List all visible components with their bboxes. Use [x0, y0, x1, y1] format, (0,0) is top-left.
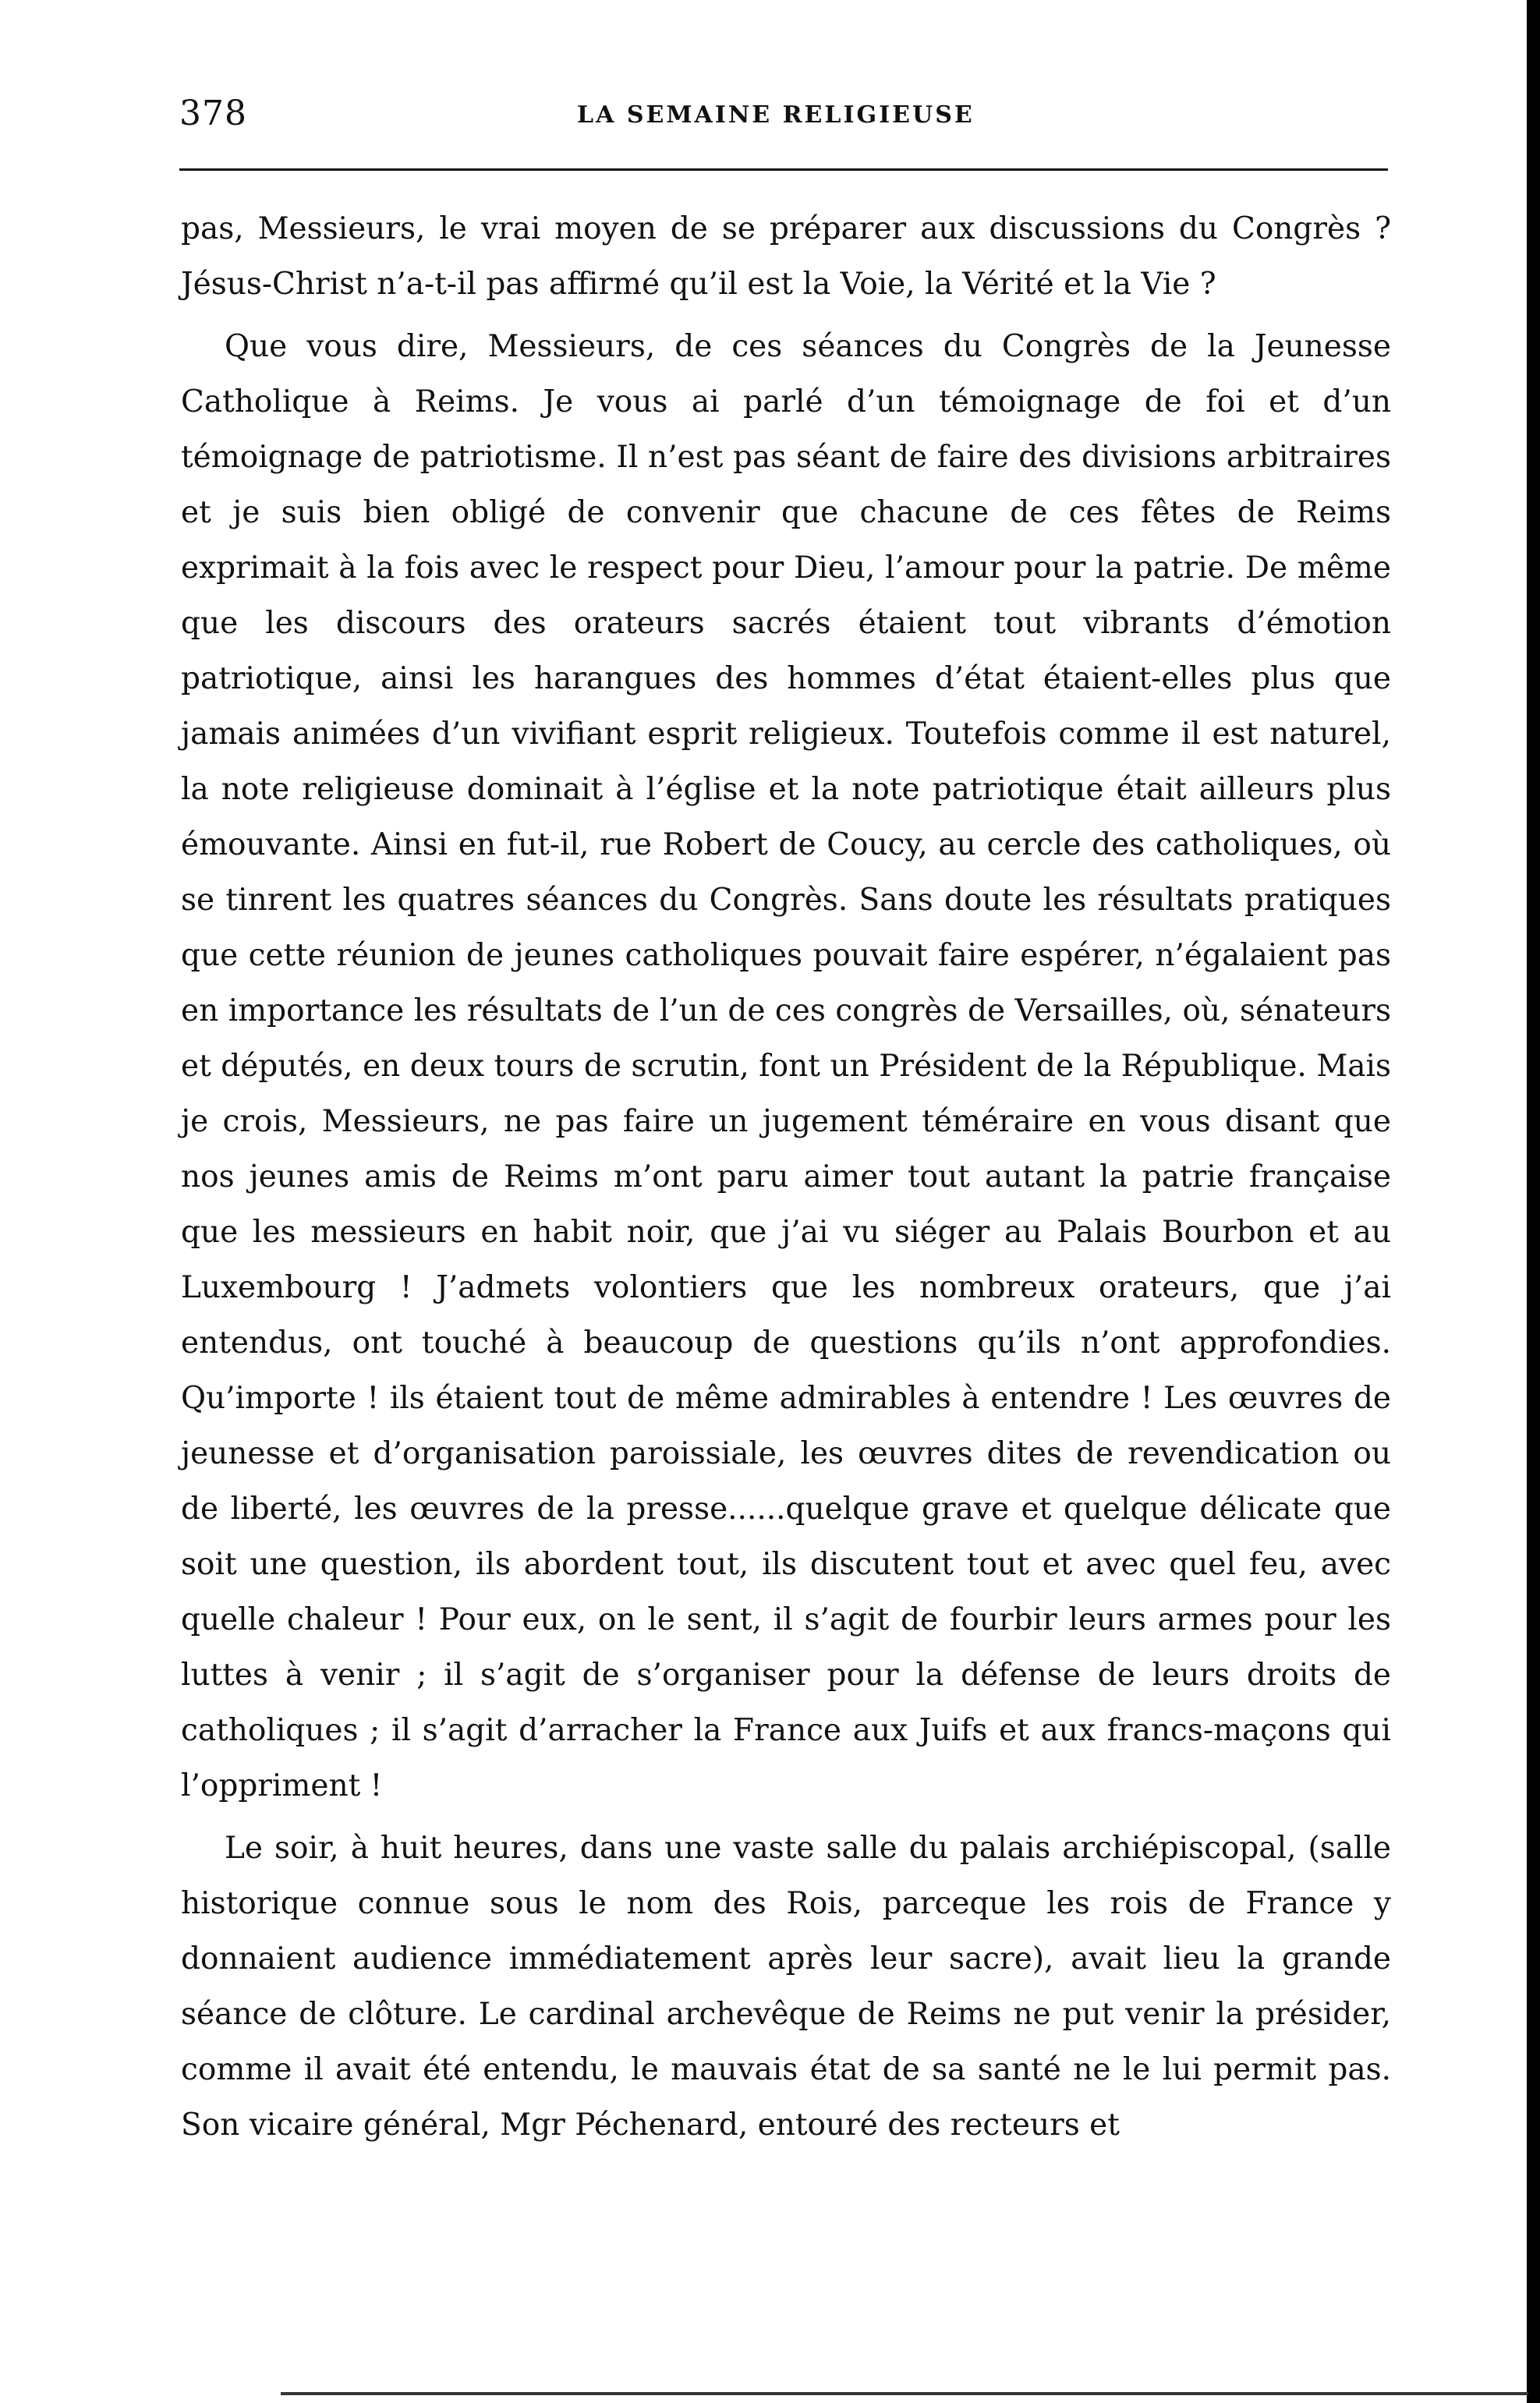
paragraph-closing-session: Le soir, à huit heures, dans une vaste salle du palais archiépiscopal, (salle historique connue sous le nom des Rois, parceque les rois de France y donnaient audience immédiatement après leur sacre), avait lieu la grande séance de clôture. Le cardinal archevêque de Reims ne put venir la présider, comme il avait été entendu, le mauvais état de sa santé ne le lui permit pas. Son vicaire général, Mgr Péchenard, entouré des recteurs et [181, 1831, 1391, 2143]
scan-edge-bar [1527, 0, 1540, 2403]
page-header [179, 94, 1388, 140]
running-title: LA SEMAINE RELIGIEUSE [577, 101, 975, 129]
paragraph-continuation: pas, Messieurs, le vrai moyen de se préparer aux discussions du Congrès ? Jésus-Christ n’a-t-il pas affirmé qu’il est la Voie, la Vérité et la Vie ? [181, 211, 1391, 302]
scan-bottom-edge [281, 2392, 1528, 2395]
header-rule [179, 168, 1388, 171]
paragraph-congress-sessions: Que vous dire, Messieurs, de ces séances du Congrès de la Jeunesse Catholique à Reims. Je vous ai parlé d’un témoignage de foi et d’un témoignage de patriotisme. Il n’est pas séant de faire des divisions arbitraires et je suis bien obligé de convenir que chacune de ces fêtes de Reims exprimait à la fois avec le respect pour Dieu, l’amour pour la patrie. De même que les discours des orateurs sacrés étaient tout vibrants d’émotion patriotique, ainsi les harangues des hommes d’état étaient-elles plus que jamais animées d’un vivifiant esprit religieux. Toutefois comme il est naturel, la note religieuse dominait à l’église et la note patriotique était ailleurs plus émouvante. Ainsi en fut-il, rue Robert de Coucy, au cercle des catholiques, où se tinrent les quatres séances du Congrès. Sans doute les résultats pratiques que cette réunion de jeunes catholiques pouvait faire espérer, n’égalaient pas en importance les résultats de l’un de ces congrès de Versailles, où, sénateurs et députés, en deux tours de scrutin, font un Président de la République. Mais je crois, Messieurs, ne pas faire un jugement téméraire en vous disant que nos jeunes amis de Reims m’ont paru aimer tout autant la patrie française que les messieurs en habit noir, que j’ai vu siéger au Palais Bourbon et au Luxembourg ! J’admets volontiers que les nombreux orateurs, que j’ai entendus, ont touché à beaucoup de questions qu’ils n’ont approfondies. Qu’importe ! ils étaient tout de même admirables à entendre ! Les œuvres de jeunesse et d’organisation paroissiale, les œuvres dites de revendication ou de liberté, les œuvres de la presse......quelque grave et quelque délicate que soit une question, ils abordent tout, ils discutent tout et avec quel feu, avec quelle chaleur ! Pour eux, on le sent, il s’agit de fourbir leurs armes pour les luttes à venir ; il s’agit de s’organiser pour la défense de leurs droits de catholiques ; il s’agit d’arracher la France aux Juifs et aux francs-maçons qui l’oppriment ! [181, 329, 1391, 1803]
body-text [181, 201, 1391, 2160]
page-number: 378 [179, 94, 247, 133]
